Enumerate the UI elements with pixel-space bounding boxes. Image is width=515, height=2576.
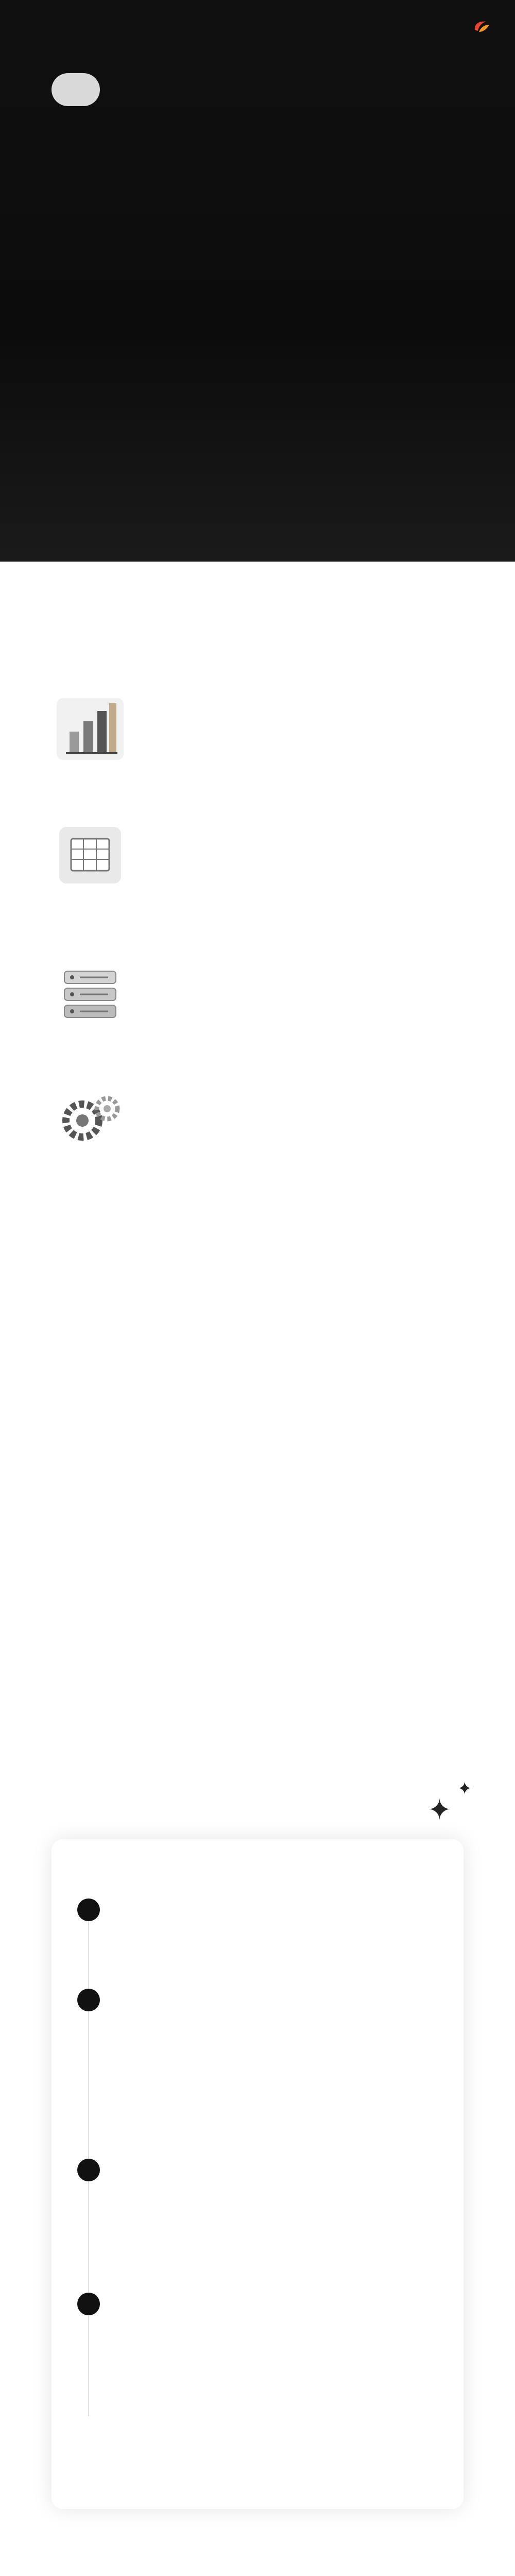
feature-item	[52, 1072, 474, 1175]
module-number	[77, 1899, 100, 1921]
curriculum-card	[52, 1839, 464, 2509]
step-badge	[52, 73, 100, 106]
sparkle-icon: ✦	[427, 1793, 452, 1826]
module-number	[77, 2293, 100, 2315]
spreadsheet-icon	[52, 814, 129, 891]
bar-chart-icon	[52, 688, 129, 765]
feature-item	[52, 945, 474, 1048]
sk-butterfly-icon	[473, 20, 490, 34]
feature-item	[52, 677, 474, 781]
hero-banner	[0, 0, 515, 562]
feature-item	[52, 804, 474, 907]
server-stack-icon	[52, 956, 129, 1033]
gears-icon	[52, 1082, 129, 1159]
sk-logo	[473, 20, 494, 34]
module-number	[77, 1989, 100, 2011]
sparkle-icon: ✦	[457, 1779, 472, 1799]
module-number	[77, 2159, 100, 2181]
